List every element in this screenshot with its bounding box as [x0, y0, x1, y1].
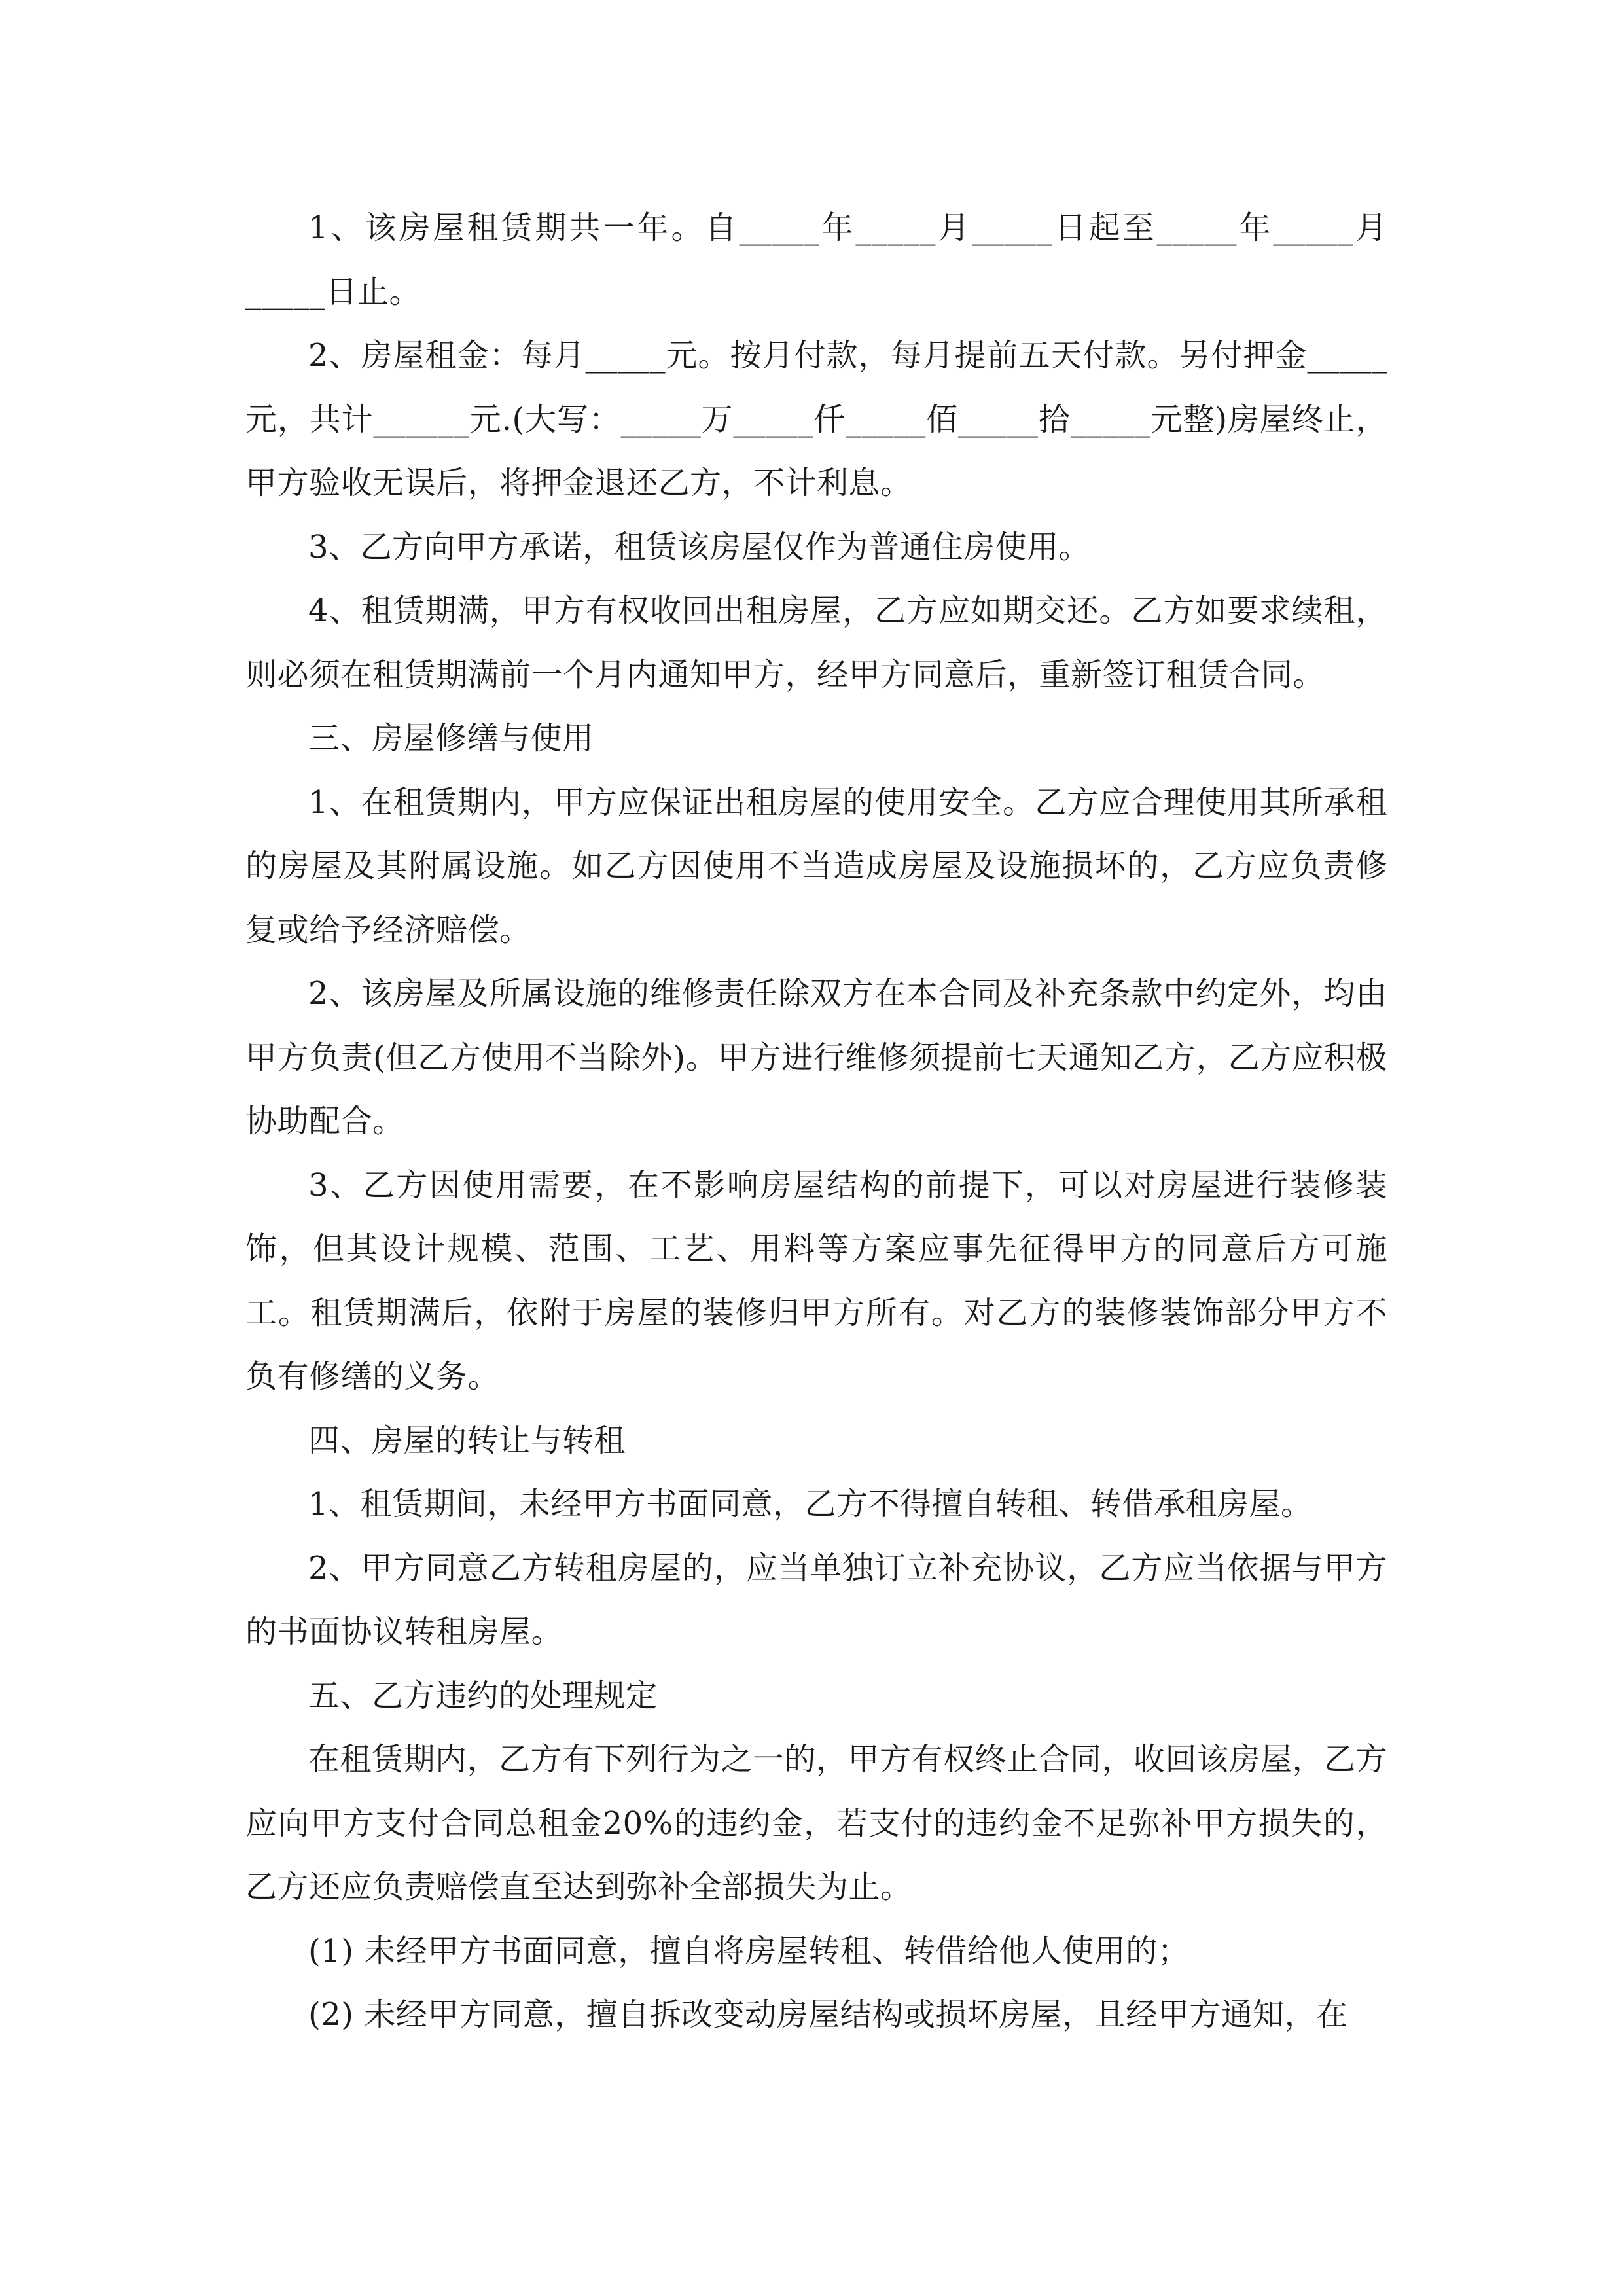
clause-repair-1: 1、在租赁期内，甲方应保证出租房屋的使用安全。乙方应合理使用其所承租的房屋及其附属设施。如乙方因使用不当造成房屋及设施损坏的，乙方应负责修复或给予经济赔偿。	[245, 783, 1387, 948]
clause-rent: 2、房屋租金：每月_____元。按月付款，每月提前五天付款。另付押金_____元，共计______元.(大写：_____万_____仟_____佰_____拾_____元整)房屋终止，甲方验收无误后，将押金退还乙方，不计利息。	[245, 337, 1387, 501]
section-heading-repair: 三、房屋修缮与使用	[308, 720, 594, 757]
section-heading-breach: 五、乙方违约的处理规定	[308, 1677, 658, 1714]
section-heading-transfer: 四、房屋的转让与转租	[308, 1422, 626, 1459]
clause-residential-use: 3、乙方向甲方承诺，租赁该房屋仅作为普通住房使用。	[308, 528, 1091, 565]
document-body	[245, 196, 1387, 2047]
clause-transfer-1: 1、租赁期间，未经甲方书面同意，乙方不得擅自转租、转借承租房屋。	[308, 1486, 1313, 1522]
clause-lease-expiry: 4、租赁期满，甲方有权收回出租房屋，乙方应如期交还。乙方如要求续租，则必须在租赁期满前一个月内通知甲方，经甲方同意后，重新签订租赁合同。	[245, 592, 1387, 693]
clause-repair-3: 3、乙方因使用需要，在不影响房屋结构的前提下，可以对房屋进行装修装饰，但其设计规模、范围、工艺、用料等方案应事先征得甲方的同意后方可施工。租赁期满后，依附于房屋的装修归甲方所有。对乙方的装修装饰部分甲方不负有修缮的义务。	[245, 1166, 1387, 1395]
clause-breach-item-2: (2) 未经甲方同意，擅自拆改变动房屋结构或损坏房屋，且经甲方通知，在	[308, 1996, 1348, 2033]
clause-transfer-2: 2、甲方同意乙方转租房屋的，应当单独订立补充协议，乙方应当依据与甲方的书面协议转租房屋。	[245, 1549, 1387, 1650]
clause-lease-term: 1、该房屋租赁期共一年。自_____年_____月_____日起至_____年_____月_____日止。	[245, 209, 1387, 310]
clause-repair-2: 2、该房屋及所属设施的维修责任除双方在本合同及补充条款中约定外，均由甲方负责(但乙方使用不当除外)。甲方进行维修须提前七天通知乙方，乙方应积极协助配合。	[245, 975, 1387, 1139]
clause-breach-item-1: (1) 未经甲方书面同意，擅自将房屋转租、转借给他人使用的；	[308, 1932, 1190, 1969]
clause-breach-intro: 在租赁期内，乙方有下列行为之一的，甲方有权终止合同，收回该房屋，乙方应向甲方支付合同总租金20%的违约金，若支付的违约金不足弥补甲方损失的，乙方还应负责赔偿直至达到弥补全部损失为止。	[245, 1741, 1388, 1905]
